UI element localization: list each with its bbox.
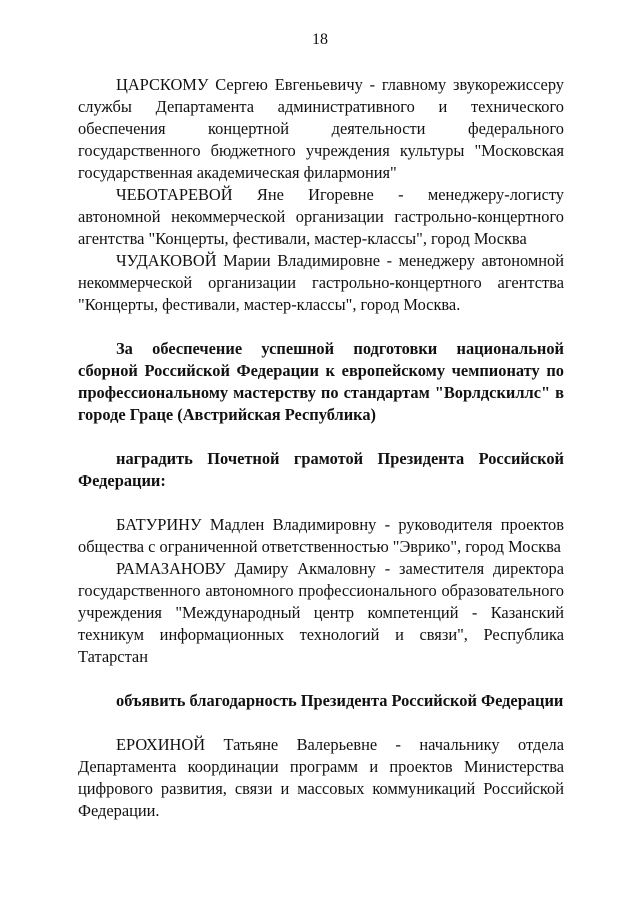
spacer bbox=[78, 712, 564, 734]
awardee-paragraph: ЕРОХИНОЙ Татьяне Валерьевне - начальнику отдела Департамента координации программ и проектов Министерства цифрового развития, связи и массовых коммуникаций Российской Федерации. bbox=[78, 735, 564, 820]
award-heading: наградить Почетной грамотой Президента Российской Федерации: bbox=[78, 449, 564, 490]
awardee-paragraph: ЧЕБОТАРЕВОЙ Яне Игоревне - менеджеру-логисту автономной некоммерческой организации гастрольно-концертного агентства "Концерты, фестивали, мастер-классы", город Москва bbox=[78, 185, 564, 248]
awardee-paragraph: ЧУДАКОВОЙ Марии Владимировне - менеджеру автономной некоммерческой организации гастрольно-концертного агентства "Концерты, фестивали, мастер-классы", город Москва. bbox=[78, 251, 564, 314]
section-heading: За обеспечение успешной подготовки национальной сборной Российской Федерации к европейскому чемпионату по профессиональному мастерству по стандартам "Ворлдскиллс" в городе Граце (Австрийская Республика) bbox=[78, 339, 564, 424]
spacer bbox=[78, 492, 564, 514]
spacer bbox=[78, 668, 564, 690]
document-body bbox=[78, 74, 564, 822]
gratitude-heading: объявить благодарность Президента Российской Федерации bbox=[116, 691, 564, 710]
awardee-paragraph: ЦАРСКОМУ Сергею Евгеньевичу - главному звукорежиссеру службы Департамента административного и технического обеспечения концертной деятельности федерального государственного бюджетного учреждения культуры "Московская государственная академическая филармония" bbox=[78, 75, 564, 182]
awardee-paragraph: БАТУРИНУ Мадлен Владимировну - руководителя проектов общества с ограниченной ответственностью "Эврико", город Москва bbox=[78, 515, 564, 556]
spacer bbox=[78, 426, 564, 448]
page-number: 18 bbox=[312, 31, 328, 48]
spacer bbox=[78, 316, 564, 338]
awardee-paragraph: РАМАЗАНОВУ Дамиру Акмаловну - заместителя директора государственного автономного профессионального образовательного учреждения "Международный центр компетенций - Казанский техникум информационных технологий и связи", Республика Татарстан bbox=[78, 559, 564, 666]
